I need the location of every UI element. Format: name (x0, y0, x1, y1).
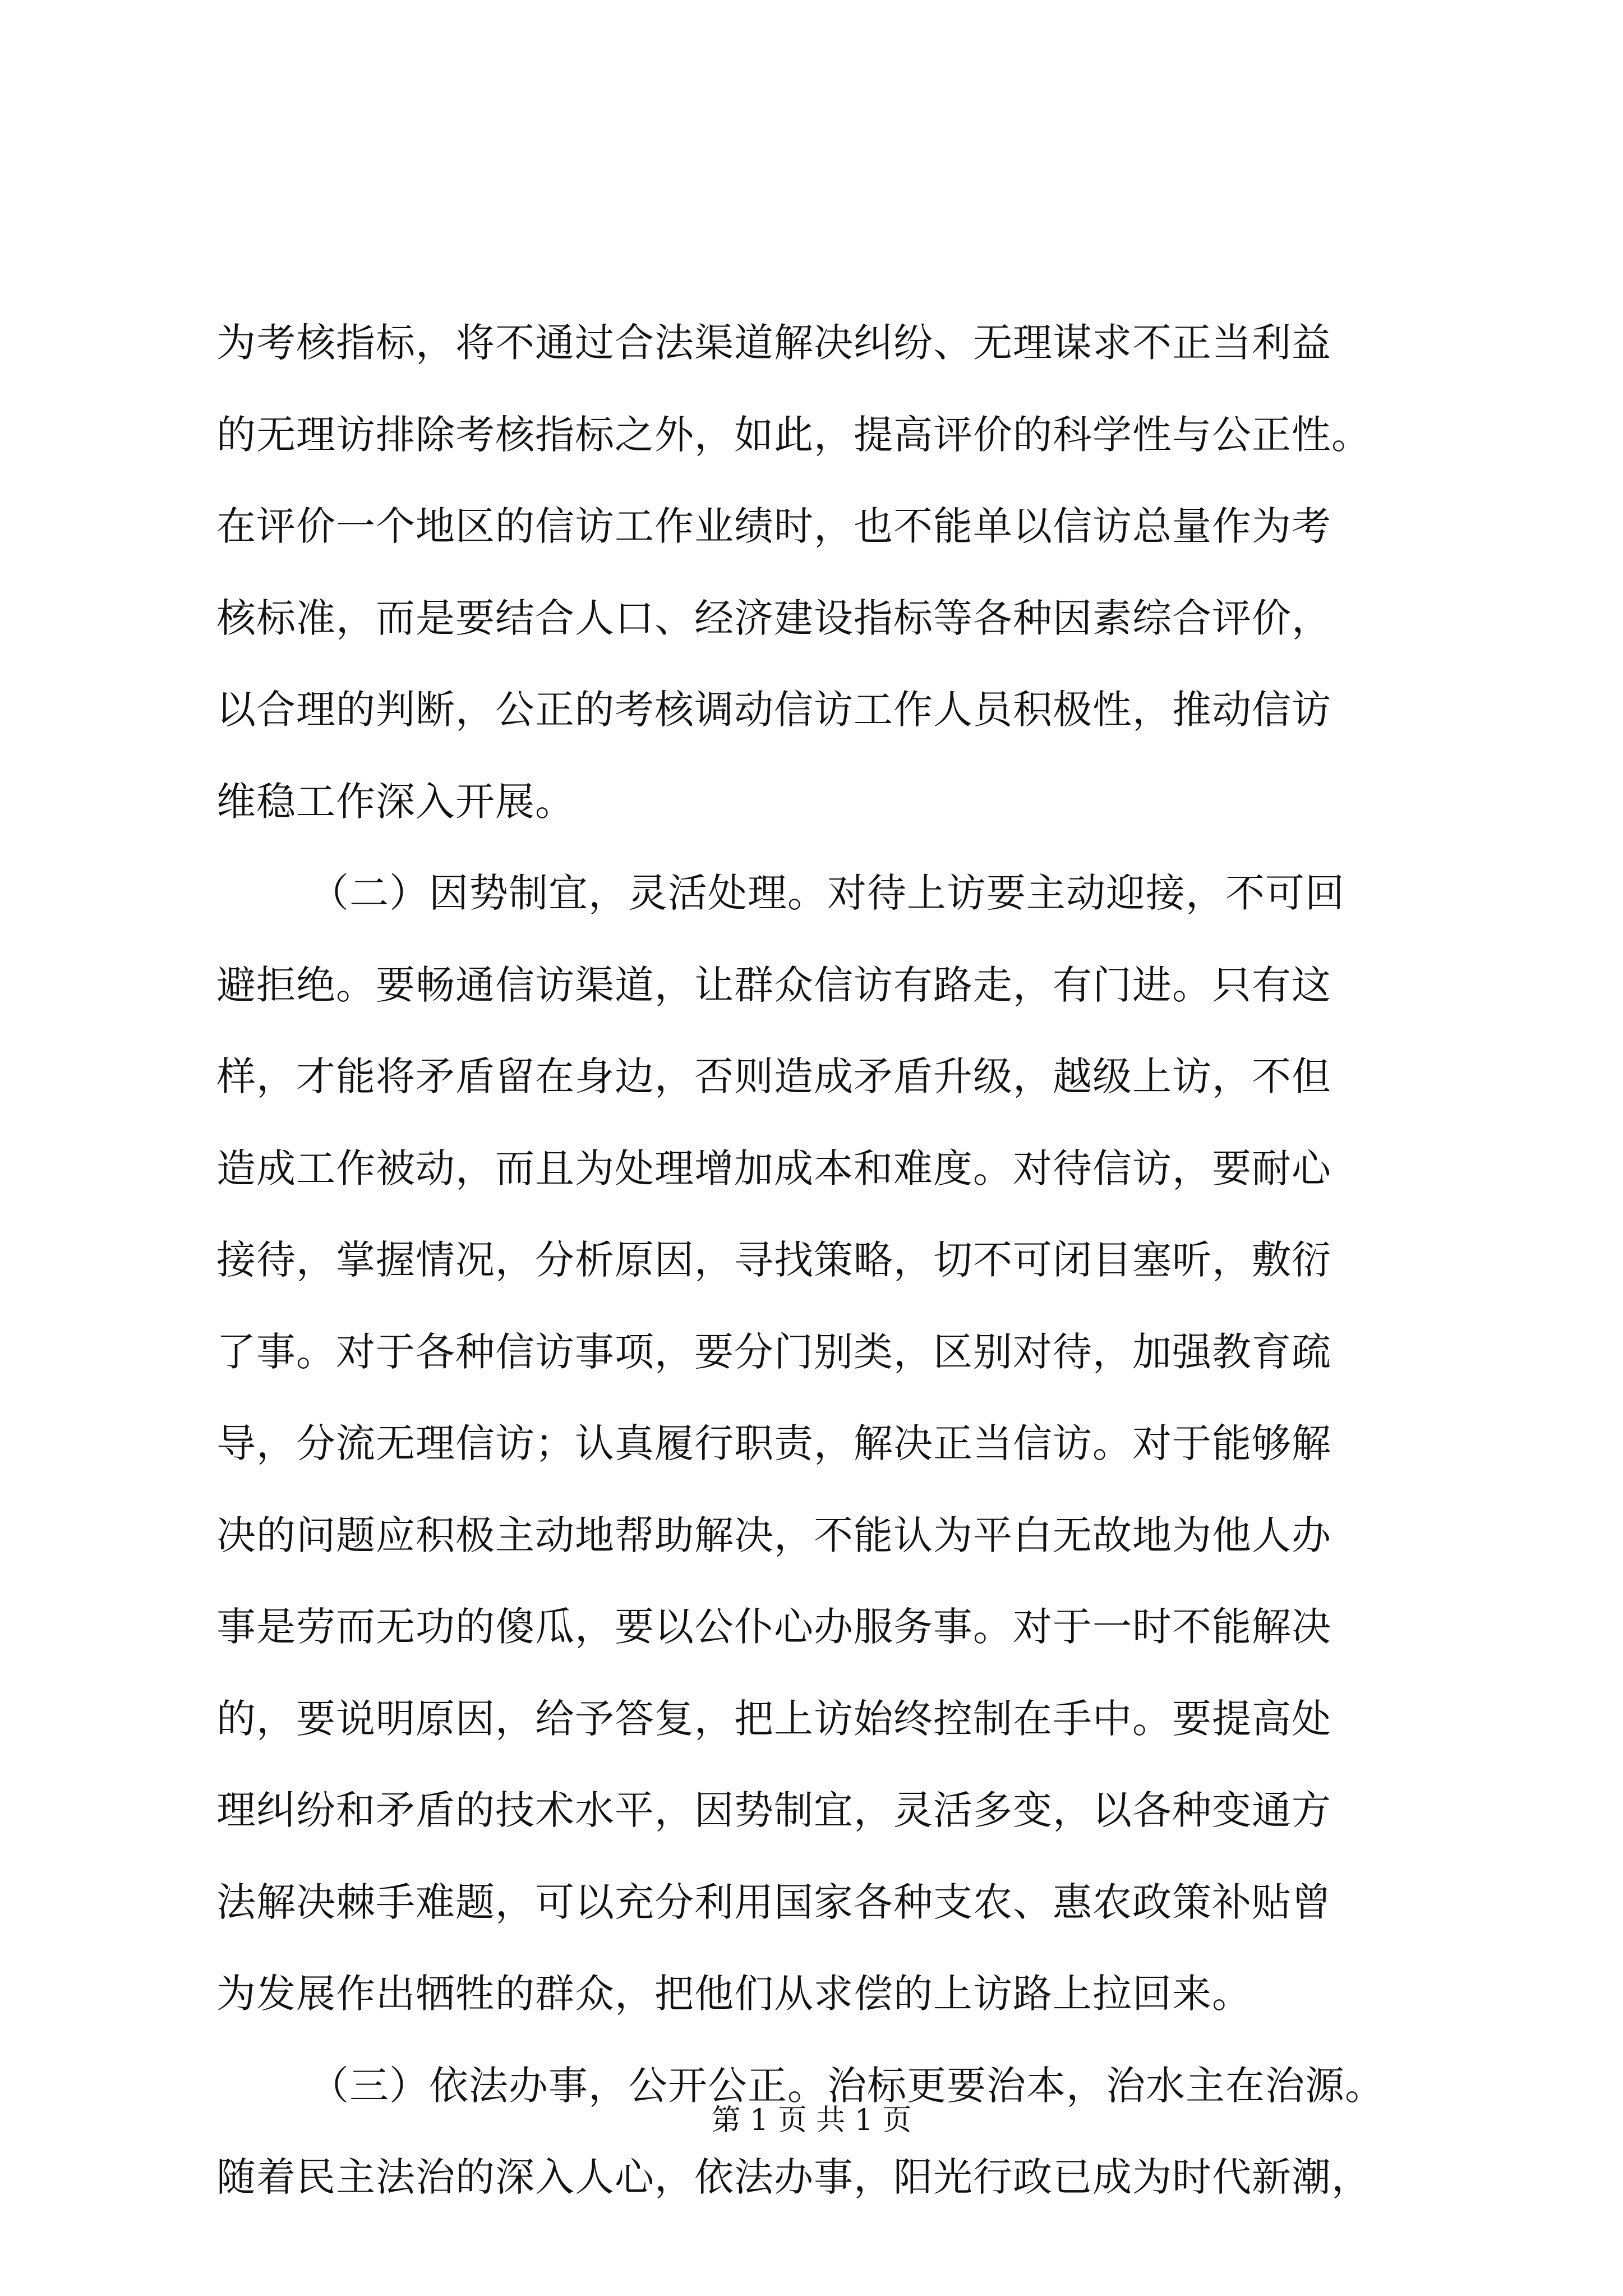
text-line: 维稳工作深入开展。 (216, 778, 575, 825)
document-body (216, 297, 1422, 2224)
text-line: 以合理的判断，公正的考核调动信访工作人员积极性，推动信访 (216, 687, 1331, 733)
text-line: 的，要说明原因，给予答复，把上访始终控制在手中。要提高处 (216, 1695, 1331, 1742)
text-line: 为考核指标，将不通过合法渠道解决纠纷、无理谋求不正当利益 (216, 320, 1331, 366)
text-line: 理纠纷和矛盾的技术水平，因势制宜，灵活多变，以各种变通方 (216, 1787, 1331, 1833)
text-line: 事是劳而无功的傻瓜，要以公仆心办服务事。对于一时不能解决 (216, 1604, 1331, 1650)
page-footer (0, 2101, 1623, 2140)
text-line: 法解决棘手难题，可以充分利用国家各种支农、惠农政策补贴曾 (216, 1879, 1331, 1925)
text-line: 接待，掌握情况，分析原因，寻找策略，切不可闭目塞听，敷衍 (216, 1237, 1331, 1283)
text-line: 样，才能将矛盾留在身边，否则造成矛盾升级，越级上访，不但 (216, 1053, 1331, 1099)
text-line: 为发展作出牺牲的群众，把他们从求偿的上访路上拉回来。 (216, 1971, 1252, 2017)
paragraph-start-line: （二）因势制宜，灵活处理。对待上访要主动迎接，不可回 (310, 870, 1345, 916)
text-line: 核标准，而是要结合人口、经济建设指标等各种因素综合评价， (216, 595, 1331, 641)
text-line: 避拒绝。要畅通信访渠道，让群众信访有路走，有门进。只有这 (216, 961, 1331, 1008)
text-line: 导，分流无理信访；认真履行职责，解决正当信访。对于能够解 (216, 1420, 1331, 1466)
text-line: 决的问题应积极主动地帮助解决，不能认为平白无故地为他人办 (216, 1512, 1331, 1558)
paragraph-start-line: （三）依法办事，公开公正。治标更要治本，治水主在治源。 (310, 2062, 1385, 2109)
text-line: 了事。对于各种信访事项，要分门别类，区别对待，加强教育疏 (216, 1328, 1331, 1375)
text-line: 造成工作被动，而且为处理增加成本和难度。对待信访，要耐心 (216, 1145, 1331, 1191)
page-number-label: 第 1 页 共 1 页 (711, 2104, 912, 2137)
text-line: 的无理访排除考核指标之外，如此，提高评价的科学性与公正性。 (216, 411, 1371, 458)
text-line: 在评价一个地区的信访工作业绩时，也不能单以信访总量作为考 (216, 503, 1331, 549)
text-line: 随着民主法治的深入人心，依法办事，阳光行政已成为时代新潮， (216, 2154, 1371, 2200)
